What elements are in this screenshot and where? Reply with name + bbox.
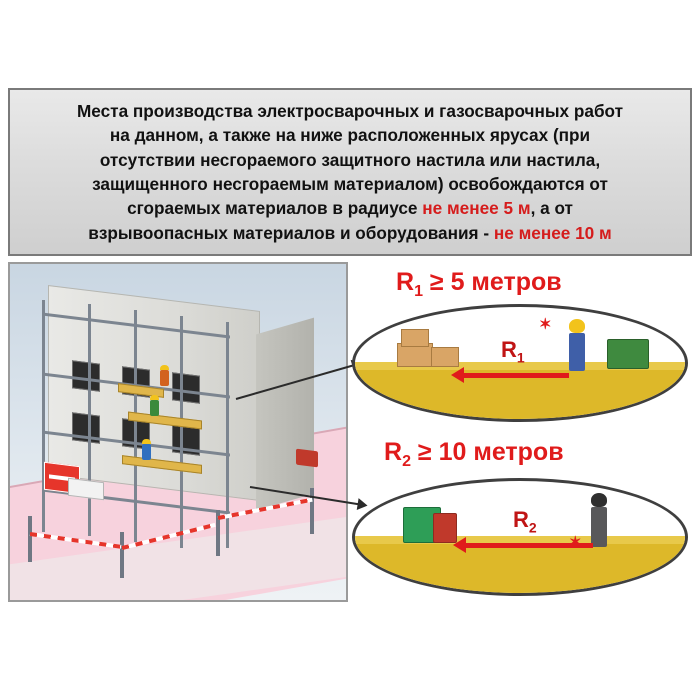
building-side-wall: [256, 318, 314, 511]
worker: [150, 400, 159, 416]
ground-plane: [355, 541, 685, 593]
scaffold-pole: [42, 300, 45, 532]
welding-spark-icon: ✶: [539, 316, 552, 333]
radius-label-r2: [513, 507, 537, 535]
welding-spark-icon: [569, 533, 582, 551]
scaffold-pole: [134, 310, 137, 542]
header-line-4: защищенного несгораемым материалом) освобождаются от: [92, 174, 608, 194]
gas-welding-cart: [296, 449, 318, 468]
header-line-5-part1: сгораемых материалов в радиусе: [127, 198, 423, 219]
distance-arrow-r2: [465, 543, 593, 548]
cardboard-box: [431, 347, 459, 367]
header-line-3: отсутствии несгораемого защитного настила или настила,: [99, 149, 601, 170]
header-line-6-part1: взрывоопасных материалов и оборудования -: [88, 222, 494, 243]
radius-r2-symbol: R: [513, 507, 529, 532]
callout-title-r1: [396, 268, 562, 301]
callout-bubble-r1: [352, 304, 688, 422]
welder-helmet: [569, 319, 585, 333]
callout-bubble-r2: [352, 478, 688, 596]
header-line-1: Места производства электросварочных и газосварочных работ: [76, 100, 624, 121]
worker: [142, 444, 151, 460]
header-line-5-highlight: не менее 5 м: [422, 198, 531, 219]
scaffold-pole: [180, 316, 183, 548]
gas-trolley: [607, 339, 649, 369]
welder-helmet: [591, 493, 607, 507]
callout-r1-condition: ≥ 5 метров: [422, 268, 562, 296]
radius-label-r1: [501, 337, 525, 365]
header-text: [20, 99, 680, 246]
callout-r2-condition: ≥ 10 метров: [410, 438, 564, 466]
welder-figure: [569, 333, 585, 371]
header-panel: [8, 88, 692, 256]
header-line-5-part2: , а от: [530, 198, 573, 219]
callout-r1-symbol: R: [396, 268, 415, 296]
callout-r1-subscript: 1: [414, 283, 423, 300]
callout-r2-subscript: 2: [402, 453, 411, 470]
header-line-6-highlight: не менее 10 м: [493, 222, 612, 243]
welder-figure: [591, 507, 607, 547]
callout-r2-symbol: R: [384, 438, 403, 466]
worker: [160, 370, 169, 386]
distance-arrow-r1: [463, 373, 569, 378]
radius-r1-symbol: R: [501, 337, 517, 362]
callout-title-r2: [384, 438, 564, 471]
cardboard-box: [401, 329, 429, 347]
construction-scene: [8, 262, 348, 602]
radius-r1-subscript: 1: [516, 349, 525, 366]
radius-r2-subscript: 2: [528, 519, 537, 536]
fence-post: [120, 532, 124, 578]
scaffold-pole: [88, 304, 91, 536]
fence-post: [28, 516, 32, 562]
header-line-2: на данном, а также на ниже расположенных ярусах (при: [109, 125, 591, 146]
